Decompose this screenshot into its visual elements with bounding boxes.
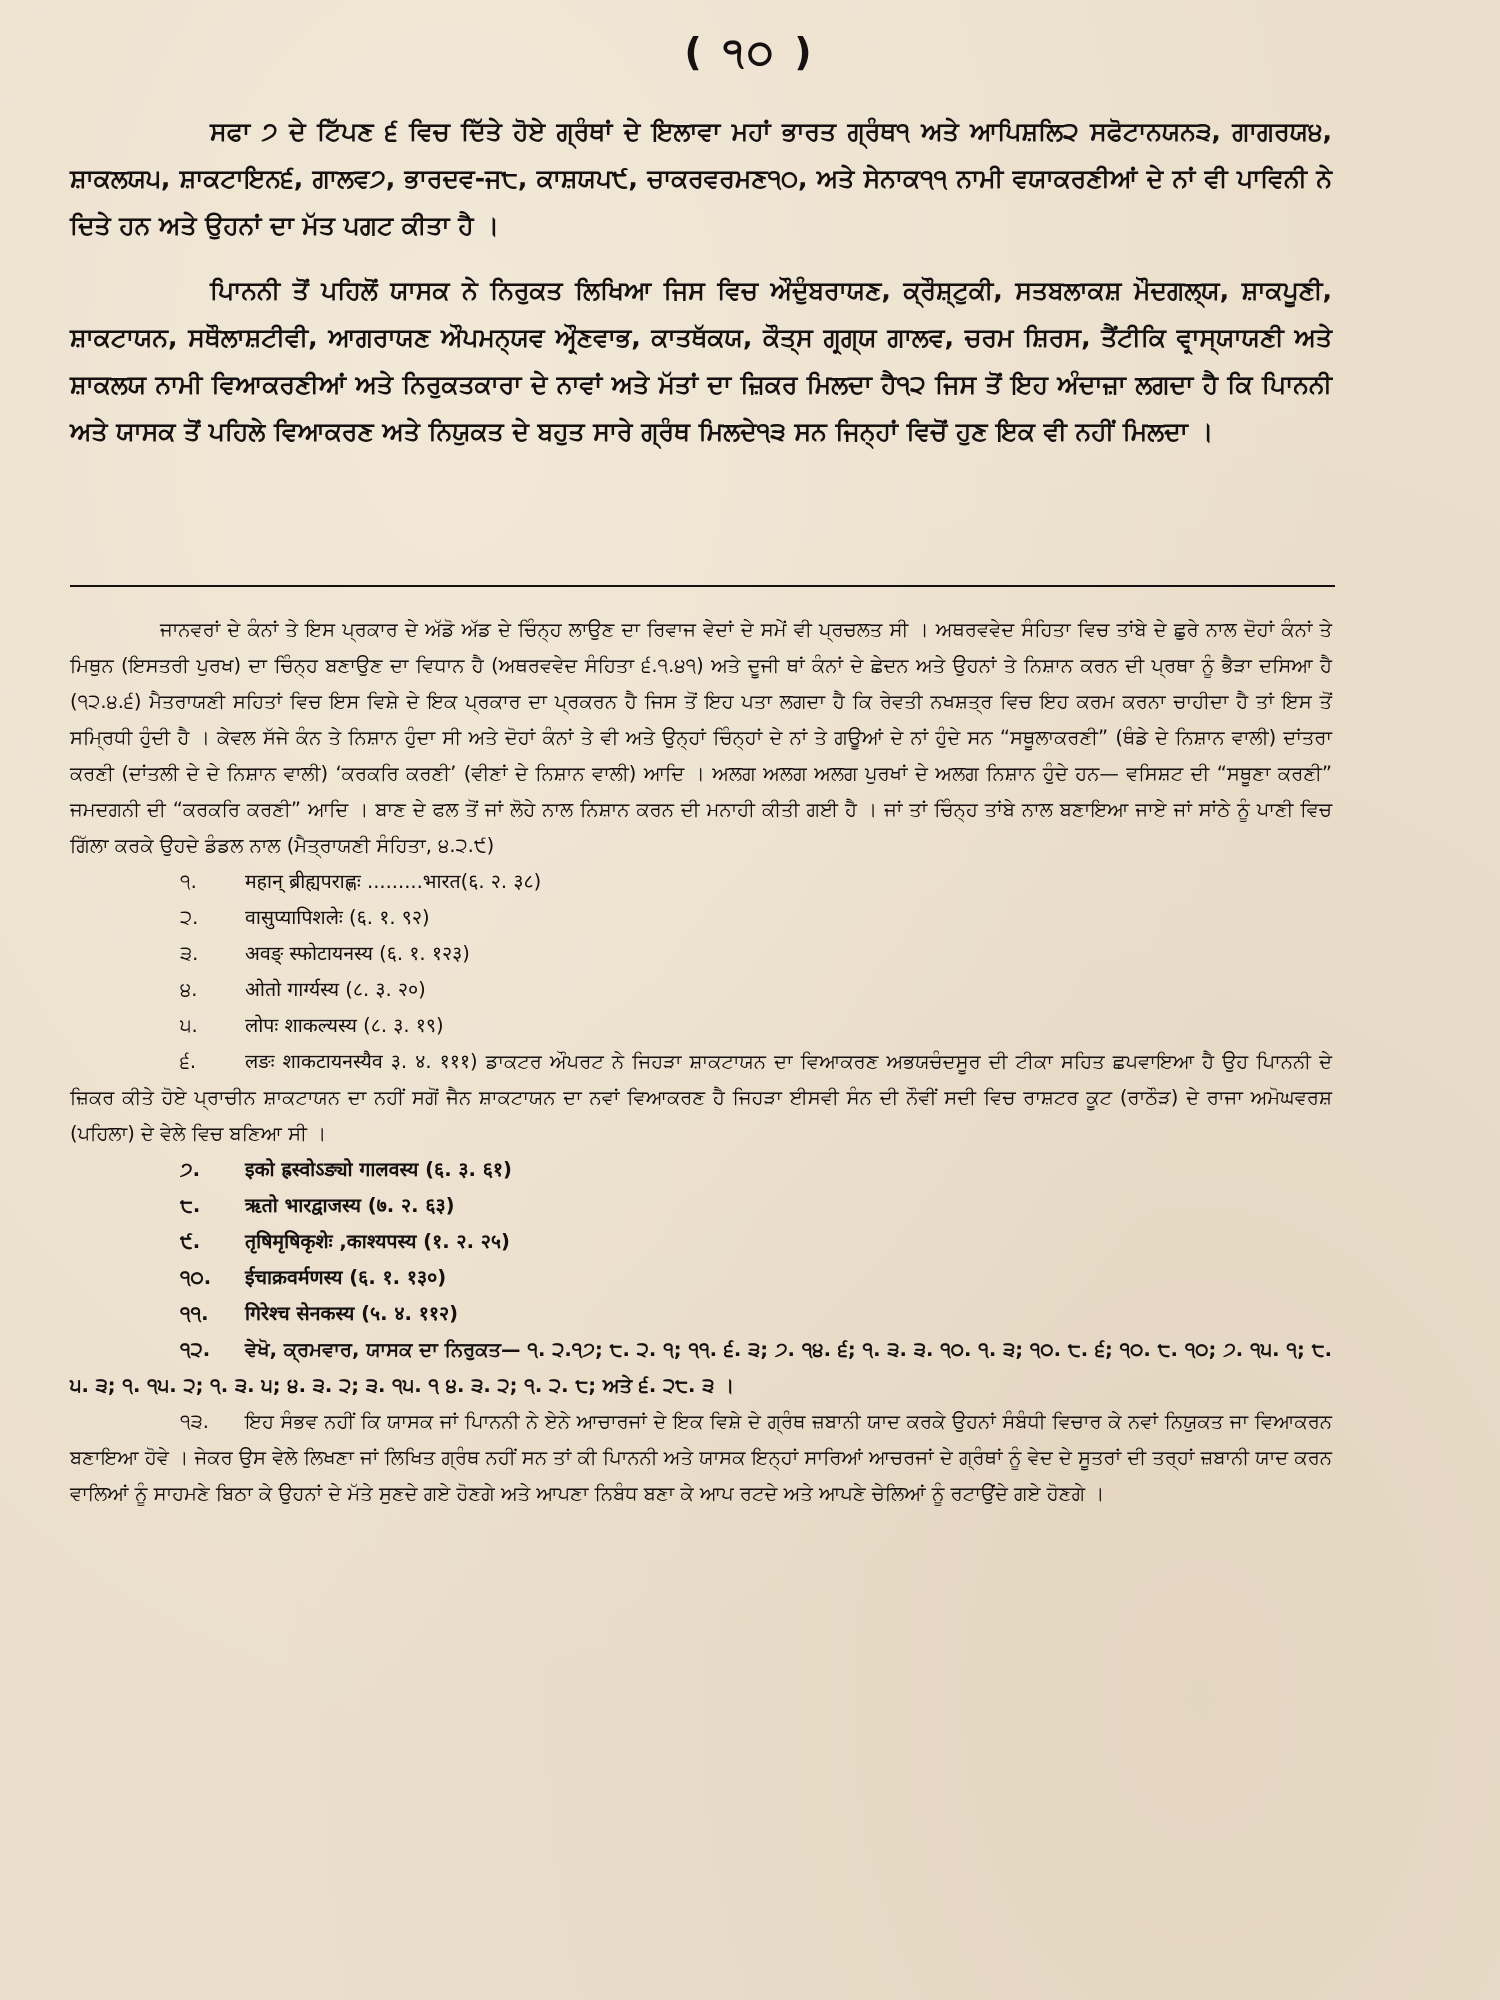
footnote-text: तृषिमृषिकृशेः ,काश्यपस्य (१. २. २५) (245, 1230, 510, 1253)
footnote-2 (70, 900, 1332, 936)
footnote-list (70, 864, 1332, 1512)
footnote-1 (70, 864, 1332, 900)
footnote-divider (70, 585, 1335, 587)
body-paragraph-2: ਪਾਿਨਨੀ ਤੋਂ ਪਹਿਲੋਂ ਯਾਸਕ ਨੇ ਨਿਰੁਕਤ ਲਿਖਿਆ ਜਿਸ ਵਿਚ ਔਦੁੰਬਰਾਯਣ, ਕ੍ਰੌਸ਼੍ਟੁਕੀ, ਸਤਬਲਾਕਸ਼ ਮੌਦਗਲ੍ਯ, ਸ਼ਾਕਪੂਣੀ, ਸ਼ਾਕਟਾਯਨ, ਸਥੌਲਾਸ਼ਟੀਵੀ, ਆਗਰਾਯਣ ਔਪਮਨ੍ਯਵ ਔਰ੍ਣਵਾਭ, ਕਾਤਥੱਕਯ, ਕੌਤ੍ਸ ਗਰ੍ਗ੍ਯ ਗਾਲਵ, ਚਰਮ ਸ਼ਿਰਸ, ਤੈਂਟੀਕਿ ਵਾਰ੍ਸ੍ਯਾਯਣੀ ਅਤੇ ਸ਼ਾਕਲਯ ਨਾਮੀ ਵਿਆਕਰਣੀਆਂ ਅਤੇ ਨਿਰੁਕਤਕਾਰਾ ਦੇ ਨਾਵਾਂ ਅਤੇ ਮੱਤਾਂ ਦਾ ਜ਼ਿਕਰ ਮਿਲਦਾ ਹੈ੧੨ ਜਿਸ ਤੋਂ ਇਹ ਅੰਦਾਜ਼ਾ ਲਗਦਾ ਹੈ ਕਿ ਪਾਿਨਨੀ ਅਤੇ ਯਾਸਕ ਤੋਂ ਪਹਿਲੇ ਵਿਆਕਰਣ ਅਤੇ ਨਿਯੁਕਤ ਦੇ ਬਹੁਤ ਸਾਰੇ ਗ੍ਰੰਥ ਮਿਲਦੇ੧੩ ਸਨ ਜਿਨ੍ਹਾਂ ਵਿਚੋਂ ਹੁਣ ਇਕ ਵੀ ਨਹੀਂ ਮਿਲਦਾ । (70, 276, 1332, 446)
footnote-text: ਵੇਖੋ, ਕ੍ਰਮਵਾਰ, ਯਾਸਕ ਦਾ ਨਿਰੁਕਤ— ੧. ੨.੧੭; ੮. ੨. ੧; ੧੧. ੬. ੩; ੭. ੧੪. ੬; ੧. ੩. ੩. ੧੦. ੧. ੩; ੧੦. ੮. ੬; ੧੦. ੮. ੧੦; ੭. ੧੫. ੧; ੮. ੫. ੩; ੧. ੧੫. ੨; ੧. ੩. ੫; ੪. ੩. ੨; ੩. ੧੫. ੧ ੪. ੩. ੨; ੧. ੨. ੮; ਅਤੇ ੬. ੨੮. ੩ । (70, 1338, 1332, 1397)
page-number: ( ੧੦ ) (684, 30, 816, 74)
footnote-text: लोपः शाकल्यस्य (८. ३. १९) (245, 1014, 444, 1037)
footnote-11 (70, 1296, 1332, 1332)
footnote-3 (70, 936, 1332, 972)
footnote-number: ੫. (180, 1014, 198, 1037)
footnote-6 (70, 1044, 1332, 1152)
footnote-5 (70, 1008, 1332, 1044)
footnote-7 (70, 1152, 1332, 1188)
footnote-text: लङः शाकटायनस्यैव ३. ४. १११) ਡਾਕਟਰ ਔਪਰਟ ਨੇ ਜਿਹੜਾ ਸ਼ਾਕਟਾਯਨ ਦਾ ਵਿਆਕਰਣ ਅਭਯਚੰਦਸੂਰ ਦੀ ਟੀਕਾ ਸਹਿਤ ਛਪਵਾਇਆ ਹੈ ਉਹ ਪਾਿਨਨੀ ਦੇ ਜ਼ਿਕਰ ਕੀਤੇ ਹੋਏ ਪ੍ਰਾਚੀਨ ਸ਼ਾਕਟਾਯਨ ਦਾ ਨਹੀਂ ਸਗੋਂ ਜੈਨ ਸ਼ਾਕਟਾਯਨ ਦਾ ਨਵਾਂ ਵਿਆਕਰਣ ਹੈ ਜਿਹੜਾ ਈਸਵੀ ਸੰਨ ਦੀ ਨੌਵੀਂ ਸਦੀ ਵਿਚ ਰਾਸ਼ਟਰ ਕੂਟ (ਰਾਠੌੜ) ਦੇ ਰਾਜਾ ਅਮੋਘਵਰਸ਼ (ਪਹਿਲਾ) ਦੇ ਵੇਲੇ ਵਿਚ ਬਣਿਆ ਸੀ । (70, 1050, 1332, 1145)
footnote-text: ओतो गार्ग्यस्य (८. ३. २०) (245, 978, 426, 1001)
footnote-text: गिरेश्च सेनकस्य (५. ४. ११२) (245, 1302, 459, 1325)
footnote-10 (70, 1260, 1332, 1296)
footnote-number: ੬. (180, 1050, 197, 1073)
footnotes-section (70, 612, 1332, 1512)
footnote-13 (70, 1404, 1332, 1512)
footnote-text: ਇਹ ਸੰਭਵ ਨਹੀਂ ਕਿ ਯਾਸਕ ਜਾਂ ਪਾਿਨਨੀ ਨੇ ਏਨੇ ਆਚਾਰਜਾਂ ਦੇ ਇਕ ਵਿਸ਼ੇ ਦੇ ਗ੍ਰੰਥ ਜ਼ਬਾਨੀ ਯਾਦ ਕਰਕੇ ਉਹਨਾਂ ਸੰਬੰਧੀ ਵਿਚਾਰ ਕੇ ਨਵਾਂ ਨਿਯੁਕਤ ਜਾ ਵਿਆਕਰਨ ਬਣਾਇਆ ਹੋਵੇ । ਜੇਕਰ ਉਸ ਵੇਲੇ ਲਿਖਣਾ ਜਾਂ ਲਿਖਿਤ ਗ੍ਰੰਥ ਨਹੀਂ ਸਨ ਤਾਂ ਕੀ ਪਾਿਨਨੀ ਅਤੇ ਯਾਸਕ ਇਨ੍ਹਾਂ ਸਾਰਿਆਂ ਆਚਰਜਾਂ ਦੇ ਗ੍ਰੰਥਾਂ ਨੂੰ ਵੇਦ ਦੇ ਸੂਤਰਾਂ ਦੀ ਤਰ੍ਹਾਂ ਜ਼ਬਾਨੀ ਯਾਦ ਕਰਨ ਵਾਲਿਆਂ ਨੂੰ ਸਾਹਮਣੇ ਬਿਠਾ ਕੇ ਉਹਨਾਂ ਦੇ ਮੱਤੇ ਸੁਣਦੇ ਗਏ ਹੋਣਗੇ ਅਤੇ ਆਪਣਾ ਨਿਬੰਧ ਬਣਾ ਕੇ ਆਪ ਰਟਦੇ ਅਤੇ ਆਪਣੇ ਚੇਲਿਆਂ ਨੂੰ ਰਟਾਉਂਦੇ ਗਏ ਹੋਣਗੇ । (70, 1410, 1332, 1505)
footnote-number: ੭. (180, 1158, 200, 1181)
footnote-number: ੧੧. (180, 1302, 209, 1325)
footnote-number: ੧੨. (180, 1338, 211, 1361)
note-paragraph: ਜਾਨਵਰਾਂ ਦੇ ਕੰਨਾਂ ਤੇ ਇਸ ਪ੍ਰਕਾਰ ਦੇ ਅੱਡੋ ਅੱਡ ਦੇ ਚਿੰਨ੍ਹ ਲਾਉਣ ਦਾ ਰਿਵਾਜ ਵੇਦਾਂ ਦੇ ਸਮੇਂ ਵੀ ਪ੍ਰਚਲਤ ਸੀ । ਅਥਰਵਵੇਦ ਸੰਹਿਤਾ ਵਿਚ ਤਾਂਬੇ ਦੇ ਛੁਰੇ ਨਾਲ ਦੋਹਾਂ ਕੰਨਾਂ ਤੇ ਮਿਥੁਨ (ਇਸਤਰੀ ਪੁਰਖ) ਦਾ ਚਿੰਨ੍ਹ ਬਣਾਉਣ ਦਾ ਵਿਧਾਨ ਹੈ (ਅਥਰਵਵੇਦ ਸੰਹਿਤਾ ੬.੧.੪੧) ਅਤੇ ਦੂਜੀ ਥਾਂ ਕੰਨਾਂ ਦੇ ਛੇਦਨ ਅਤੇ ਉਹਨਾਂ ਤੇ ਨਿਸ਼ਾਨ ਕਰਨ ਦੀ ਪ੍ਰਥਾ ਨੂੰ ਭੈੜਾ ਦਸਿਆ ਹੈ (੧੨.੪.੬) ਮੈਤਰਾਯਣੀ ਸਹਿਤਾਂ ਵਿਚ ਇਸ ਵਿਸ਼ੇ ਦੇ ਇਕ ਪ੍ਰਕਾਰ ਦਾ ਪ੍ਰਕਰਨ ਹੈ ਜਿਸ ਤੋਂ ਇਹ ਪਤਾ ਲਗਦਾ ਹੈ ਕਿ ਰੇਵਤੀ ਨਖਸ਼ਤ੍ਰ ਵਿਚ ਇਹ ਕਰਮ ਕਰਨਾ ਚਾਹੀਦਾ ਹੈ ਤਾਂ ਇਸ ਤੋਂ ਸਮ੍ਰਿਧੀ ਹੁੰਦੀ ਹੈ । ਕੇਵਲ ਸੱਜੇ ਕੰਨ ਤੇ ਨਿਸ਼ਾਨ ਹੁੰਦਾ ਸੀ ਅਤੇ ਦੋਹਾਂ ਕੰਨਾਂ ਤੇ ਵੀ ਅਤੇ ਉਨ੍ਹਾਂ ਚਿੰਨ੍ਹਾਂ ਦੇ ਨਾਂ ਤੇ ਗਊਆਂ ਦੇ ਨਾਂ ਹੁੰਦੇ ਸਨ “ਸਥੂਲਾਕਰਣੀ” (ਥੰਡੇ ਦੇ ਨਿਸ਼ਾਨ ਵਾਲੀ) ਦਾਂਤਰਾ ਕਰਣੀ (ਦਾਂਤਲੀ ਦੇ ਦੇ ਨਿਸ਼ਾਨ ਵਾਲੀ) ‘ਕਰਕਰਿ ਕਰਣੀ’ (ਵੀਣਾਂ ਦੇ ਨਿਸ਼ਾਨ ਵਾਲੀ) ਆਦਿ । ਅਲਗ ਅਲਗ ਅਲਗ ਪੁਰਖਾਂ ਦੇ ਅਲਗ ਨਿਸ਼ਾਨ ਹੁੰਦੇ ਹਨ— ਵਸਿਸ਼ਟ ਦੀ “ਸਥੂਣਾ ਕਰਣੀ” ਜਮਦਗਨੀ ਦੀ “ਕਰਕਰਿ ਕਰਣੀ” ਆਦਿ । ਬਾਣ ਦੇ ਫਲ ਤੋਂ ਜਾਂ ਲੋਹੇ ਨਾਲ ਨਿਸ਼ਾਨ ਕਰਨ ਦੀ ਮਨਾਹੀ ਕੀਤੀ ਗਈ ਹੈ । ਜਾਂ ਤਾਂ ਚਿੰਨ੍ਹ ਤਾਂਬੇ ਨਾਲ ਬਣਾਇਆ ਜਾਏ ਜਾਂ ਸਾਂਠੇ ਨੂੰ ਪਾਣੀ ਵਿਚ ਗਿੱਲਾ ਕਰਕੇ ਉਹਦੇ ਡੰਡਲ ਨਾਲ (ਮੈਤ੍ਰਾਯਣੀ ਸੰਹਿਤਾ, ੪.੨.੯) (70, 618, 1332, 857)
footnote-text: ऋतो भारद्वाजस्य (७. २. ६३) (245, 1194, 455, 1217)
footnote-number: ੧. (180, 870, 197, 893)
footnote-12 (70, 1332, 1332, 1404)
footnote-4 (70, 972, 1332, 1008)
footnote-number: ੧੦. (180, 1266, 212, 1289)
footnote-number: ੮. (180, 1194, 201, 1217)
footnote-text: महान् ब्रीह्यपराह्णः .........भारत(६. २. ३८) (245, 870, 542, 893)
footnote-number: ੯. (180, 1230, 201, 1253)
footnote-text: वासुप्यापिशलेः (६. १. ९२) (245, 906, 430, 929)
footnote-8 (70, 1188, 1332, 1224)
body-paragraph-1: ਸਫਾ ੭ ਦੇ ਟਿੱਪਣ ੬ ਵਿਚ ਦਿੱਤੇ ਹੋਏ ਗ੍ਰੰਥਾਂ ਦੇ ਇਲਾਵਾ ਮਹਾਂ ਭਾਰਤ ਗ੍ਰੰਥ੧ ਅਤੇ ਆਪਿਸ਼ਲਿ੨ ਸਫੋਟਾਨਯਨ੩, ਗਾਗਰਯ੪, ਸ਼ਾਕਲਯ੫, ਸ਼ਾਕਟਾਇਨ੬, ਗਾਲਵ੭, ਭਾਰਦਵ-ਜ੮, ਕਾਸ਼ਯਪ੯, ਚਾਕਰਵਰਮਣ੧੦, ਅਤੇ ਸੇਨਾਕ੧੧ ਨਾਮੀ ਵਯਾਕਰਣੀਆਂ ਦੇ ਨਾਂ ਵੀ ਪਾਵਿਨੀ ਨੇ ਦਿਤੇ ਹਨ ਅਤੇ ਉਹਨਾਂ ਦਾ ਮੱਤ ਪਗਟ ਕੀਤਾ ਹੈ । (70, 117, 1332, 240)
footnote-number: ੨. (180, 906, 199, 929)
main-text (70, 108, 1332, 473)
footnote-number: ੧੩. (180, 1410, 209, 1433)
footnote-text: ईचाक्रवर्मणस्य (६. १. १३०) (245, 1266, 447, 1289)
footnote-9 (70, 1224, 1332, 1260)
footnote-number: ੩. (180, 942, 199, 965)
footnote-number: ੪. (180, 978, 198, 1001)
footnote-text: इको ह्रस्वोऽङ्यो गालवस्य (६. ३. ६१) (245, 1158, 512, 1181)
footnote-text: अवङ् स्फोटायनस्य (६. १. १२३) (245, 942, 470, 965)
